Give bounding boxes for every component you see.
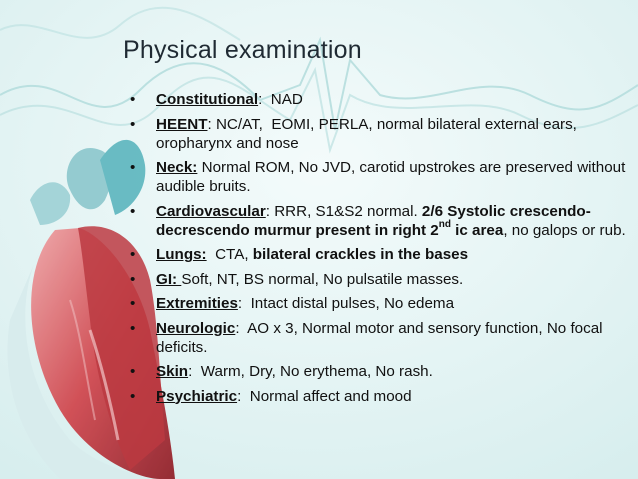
item-label: Lungs: (156, 246, 207, 263)
bullet: • (130, 363, 136, 380)
item-text: RRR, S1&S2 normal. (274, 202, 422, 220)
bullet: • (130, 319, 136, 337)
item-superscript: nd (438, 219, 451, 231)
item-text: Intact distal pulses, No edema (250, 295, 455, 312)
list-item-neurologic (130, 319, 630, 357)
bullet: • (130, 246, 136, 263)
item-separator: : (207, 115, 216, 133)
list-item-gi (130, 270, 630, 289)
bullet: • (130, 295, 136, 312)
item-text: CTA, (215, 246, 253, 263)
item-highlight-2: ic area (450, 221, 504, 239)
item-separator: : (188, 363, 201, 380)
item-text: NC/AT, EOMI, PERLA, normal bilateral external ears, oropharynx and nose (156, 115, 582, 152)
bullet: • (130, 115, 136, 133)
item-label: Neurologic (156, 319, 236, 337)
item-text: AO x 3, Normal motor and sensory function, No focal deficits. (156, 319, 603, 356)
item-label: Neck: (156, 159, 198, 176)
item-label: Extremities (156, 295, 238, 312)
item-label: Skin (156, 363, 189, 380)
item-separator: : (237, 295, 251, 312)
item-text: Soft, NT, BS normal, No pulsatile masses. (181, 270, 464, 288)
item-separator: : (235, 319, 248, 337)
bullet: • (130, 387, 136, 405)
item-separator: : (237, 387, 250, 405)
list-item-extremities (130, 294, 630, 313)
list-item-lungs (130, 245, 630, 264)
item-tail: , no galops or rub. (503, 221, 626, 239)
list-item-cardiovascular (130, 202, 630, 240)
list-item-constitutional (130, 90, 630, 109)
item-label: GI: (156, 270, 182, 288)
list-item-psychiatric (130, 387, 630, 406)
item-text: Normal affect and mood (249, 387, 412, 405)
item-text: NAD (270, 91, 303, 108)
item-separator (207, 246, 215, 263)
list-item-skin (130, 362, 630, 381)
bullet: • (130, 270, 136, 288)
exam-findings-list (130, 90, 630, 411)
item-highlight: 2/6 Systolic crescendo-decrescendo murmur present in right 2 (156, 202, 591, 239)
item-separator: : (265, 202, 275, 220)
list-item-neck (130, 158, 630, 196)
item-separator: : (258, 91, 271, 108)
bullet: • (130, 159, 136, 176)
item-label: HEENT (156, 115, 208, 133)
item-text: Warm, Dry, No erythema, No rash. (200, 363, 433, 380)
bullet: • (130, 202, 136, 220)
item-label: Psychiatric (156, 387, 238, 405)
item-highlight: bilateral crackles in the bases (252, 246, 469, 263)
item-label: Cardiovascular (156, 202, 266, 220)
item-text: Normal ROM, No JVD, carotid upstrokes are preserved without audible bruits. (156, 159, 626, 195)
list-item-heent (130, 115, 630, 153)
slide-title: Physical examination (123, 36, 362, 64)
item-label: Constitutional (156, 91, 259, 108)
bullet: • (130, 91, 136, 108)
